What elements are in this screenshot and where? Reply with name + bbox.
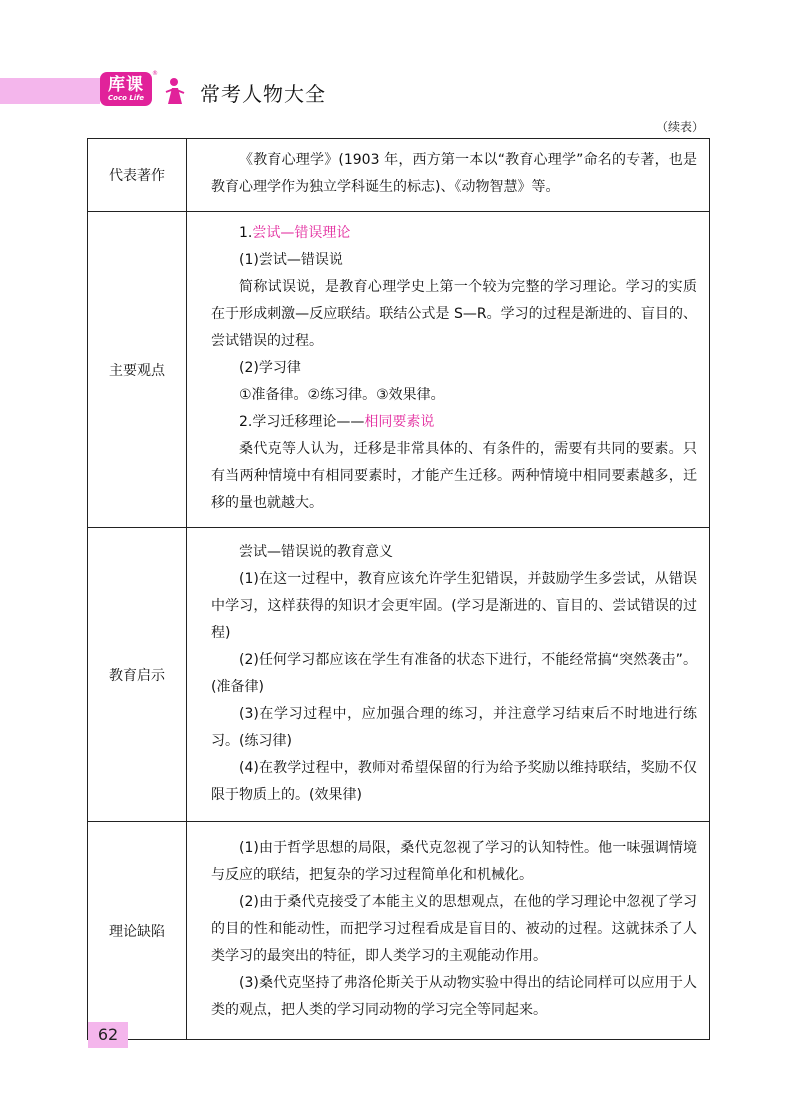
paragraph: (3)桑代克坚持了弗洛伦斯关于从动物实验中得出的结论同样可以应用于人类的观点，把人类的学习同动物的学习完全等同起来。 <box>211 975 697 1018</box>
paragraph <box>211 220 697 247</box>
paragraph: 《教育心理学》(1903 年，西方第一本以“教育心理学”命名的专著，也是教育心理学作为独立学科诞生的标志)、《动物智慧》等。 <box>211 152 697 195</box>
table-row <box>88 139 710 212</box>
highlight-term: 尝试—错误理论 <box>252 225 351 241</box>
page-title: 常考人物大全 <box>200 82 326 106</box>
brand-logo <box>100 72 152 106</box>
row-label: 主要观点 <box>88 212 187 528</box>
row-label: 教育启示 <box>88 528 187 822</box>
continued-note: （续表） <box>655 120 704 134</box>
paragraph: (2)由于桑代克接受了本能主义的思想观点，在他的学习理论中忽视了学习的目的性和能动性，而把学习过程看成是盲目的、被动的过程。这就抹杀了人类学习的最突出的特征，即人类学习的主观能动作用。 <box>211 894 697 964</box>
paragraph: (1)在这一过程中，教育应该允许学生犯错误，并鼓励学生多尝试，从错误中学习，这样获得的知识才会更牢固。(学习是渐进的、盲目的、尝试错误的过程) <box>211 570 697 641</box>
paragraph: (2)任何学习都应该在学生有准备的状态下进行，不能经常搞“突然袭击”。(准备律) <box>211 651 697 695</box>
row-content <box>187 528 710 822</box>
table-row <box>88 528 710 822</box>
logo-subtitle: Coco Life <box>108 94 144 102</box>
registered-mark: ® <box>152 70 158 77</box>
row-label: 理论缺陷 <box>88 822 187 1040</box>
logo-text: 库课 <box>108 75 144 95</box>
paragraph: (2)学习律 <box>239 360 301 376</box>
content-table <box>87 138 710 1040</box>
paragraph: 桑代克等人认为，迁移是非常具体的、有条件的，需要有共同的要素。只有当两种情境中有相同要素时，才能产生迁移。两种情境中相同要素越多，迁移的量也就越大。 <box>211 441 697 511</box>
table-row <box>88 822 710 1040</box>
paragraph: 简称试误说，是教育心理学史上第一个较为完整的学习理论。学习的实质在于形成刺激—反应联结。联结公式是 S—R。学习的过程是渐进的、盲目的、尝试错误的过程。 <box>211 279 697 349</box>
page-number: 62 <box>88 1022 128 1048</box>
table-row <box>88 212 710 528</box>
row-content <box>187 212 710 528</box>
paragraph: (1)由于哲学思想的局限，桑代克忽视了学习的认知特性。他一味强调情境与反应的联结，把复杂的学习过程简单化和机械化。 <box>211 840 697 883</box>
paragraph: (1)尝试—错误说 <box>239 252 343 268</box>
highlight-term: 相同要素说 <box>364 414 435 430</box>
row-content <box>187 822 710 1040</box>
paragraph: (3)在学习过程中，应加强合理的练习，并注意学习结束后不时地进行练习。(练习律) <box>211 705 697 749</box>
paragraph: 尝试—错误说的教育意义 <box>239 543 393 560</box>
row-content <box>187 139 710 212</box>
paragraph: (4)在教学过程中，教师对希望保留的行为给予奖励以维持联结，奖励不仅限于物质上的。(效果律) <box>211 759 697 803</box>
header-band <box>0 78 100 104</box>
paragraph-prefix: 1. <box>239 225 253 241</box>
figure-icon <box>160 76 190 106</box>
paragraph <box>211 409 697 436</box>
paragraph-prefix: 2.学习迁移理论—— <box>239 414 365 430</box>
paragraph: ①准备律。②练习律。③效果律。 <box>239 387 445 403</box>
row-label: 代表著作 <box>88 139 187 212</box>
